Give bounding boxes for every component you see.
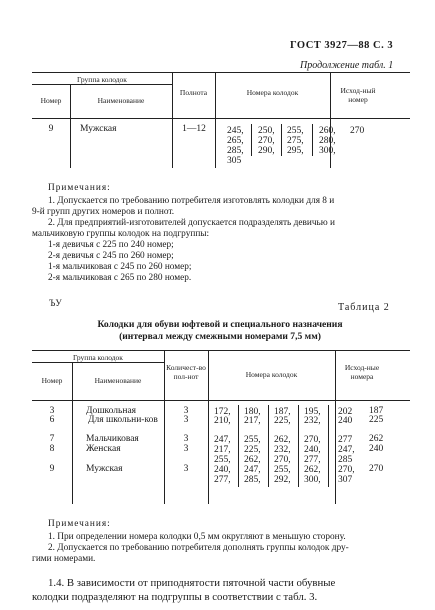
size-value: 290,	[258, 146, 275, 156]
size-value: 250,	[258, 126, 275, 136]
size-value: 240,	[214, 465, 231, 475]
table-2-col-divider	[335, 350, 336, 504]
size-value: 277	[338, 435, 353, 445]
table-2-cell-base: 262	[369, 434, 384, 444]
notes-1-line: 2. Для предприятий-изготовителей допускается подразделять девичью и	[48, 218, 335, 228]
size-value: 240	[338, 416, 353, 426]
size-value: 285	[338, 455, 353, 465]
size-value: 225,	[244, 445, 261, 455]
notes-2-title: Примечания:	[48, 519, 111, 529]
size-value: 232,	[304, 416, 321, 426]
size-value: 217,	[244, 416, 261, 426]
table-1-top-rule	[32, 72, 410, 73]
size-value: 187,	[274, 407, 291, 417]
table-2-header-rule	[32, 400, 410, 401]
size-value: 247,	[244, 465, 261, 475]
table-2-cell-name: Для школьни-ков	[88, 415, 158, 425]
size-value: 270,	[304, 435, 321, 445]
size-bracket	[281, 124, 282, 156]
size-value: 277,	[214, 475, 231, 485]
notes-2-line: гими номерами.	[32, 554, 96, 564]
page-header: ГОСТ 3927—88 С. 3	[290, 40, 394, 51]
size-value: 285,	[244, 475, 261, 485]
size-value: 295,	[287, 146, 304, 156]
table-1-header-number: Номер	[40, 96, 62, 105]
table-2-cell-name: Мужская	[86, 464, 123, 474]
notes-1-title: Примечания:	[48, 183, 111, 193]
table-2-cell-count: 3	[183, 415, 189, 425]
table-2-header-sizes: Номера колодок	[245, 370, 298, 379]
size-bracket	[298, 405, 299, 487]
size-value: 270,	[258, 136, 275, 146]
table-2-caption-sub: (интервал между смежными номерами 7,5 мм)	[119, 331, 321, 342]
table-2-header-number: Номер	[41, 376, 63, 385]
table-2-cell-base: 187	[369, 406, 384, 416]
table-2-header-name: Наименование	[94, 376, 142, 385]
size-value: 260,	[319, 126, 336, 136]
table-2-cell-count: 3	[183, 434, 189, 444]
notes-1-line: 1-я девичья с 225 по 240 номер;	[48, 240, 174, 250]
table-2-top-rule	[32, 350, 410, 351]
size-value: 262,	[244, 455, 261, 465]
table-1-cell-fullness: 1—12	[182, 124, 206, 134]
table-2-cell-number: 8	[49, 444, 55, 454]
table-2-cell-number: 6	[49, 415, 55, 425]
size-value: 217,	[214, 445, 231, 455]
table-1-cell-name: Мужская	[80, 124, 117, 134]
table-1-header-sizes: Номера колодок	[246, 88, 299, 97]
size-value: 262,	[304, 465, 321, 475]
table-2-caption: Колодки для обуви юфтевой и специального назначения	[97, 319, 343, 330]
size-value: 247,	[338, 445, 355, 455]
table-2-cell-name: Дошкольная	[86, 406, 137, 416]
size-value: 247,	[214, 435, 231, 445]
table-1-col-divider	[215, 72, 216, 168]
table-2-label: Таблица 2	[338, 302, 390, 313]
table-1-header-group: Группа колодок	[77, 75, 127, 84]
size-value: 307	[338, 475, 353, 485]
table-1-header-base: Исход-ный номер	[340, 86, 376, 104]
paragraph-line: колодки подразделяют на подгруппы в соответствии с табл. 3.	[32, 591, 318, 603]
size-value: 225,	[274, 416, 291, 426]
size-value: 255,	[214, 455, 231, 465]
size-value: 232,	[274, 445, 291, 455]
table-1-header-rule	[32, 118, 410, 119]
size-value: 240,	[304, 445, 321, 455]
size-value: 300,	[304, 475, 321, 485]
table-2-cell-number: 3	[49, 406, 55, 416]
size-value: 300,	[319, 146, 336, 156]
size-bracket	[312, 124, 313, 156]
size-value: 210,	[214, 416, 231, 426]
size-value: 305	[227, 156, 242, 166]
table-2-header-base: Исход-ные номера	[344, 363, 380, 381]
size-bracket	[328, 405, 329, 487]
size-value: 255,	[287, 126, 304, 136]
table-1-header-fullness: Полнота	[179, 88, 208, 97]
notes-2-line: 2. Допускается по требованию потребителя дополнять группы колодок дру-	[48, 543, 349, 553]
size-value: 255,	[274, 465, 291, 475]
size-value: 270,	[274, 455, 291, 465]
table-1-cell-number: 9	[48, 124, 54, 134]
table-2-cell-name: Мальчиковая	[86, 434, 139, 444]
size-value: 275,	[287, 136, 304, 146]
size-value: 292,	[274, 475, 291, 485]
notes-1-line: 1. Допускается по требованию потребителя изготовлять колодки для 8 и	[48, 196, 335, 206]
table-2-cell-count: 3	[183, 464, 189, 474]
table-1-cell-base: 270	[350, 126, 365, 136]
size-value: 285,	[227, 146, 244, 156]
table-2-header-count: Количест-во пол-нот	[166, 363, 206, 381]
table-1-col-divider	[172, 72, 173, 168]
size-bracket	[268, 405, 269, 487]
notes-1-line: 1-я мальчиковая с 245 по 260 номер;	[48, 262, 192, 272]
size-value: 245,	[227, 126, 244, 136]
table-2-cell-number: 9	[49, 464, 55, 474]
table-2-col-divider	[164, 350, 165, 504]
notes-1-line: мальчиковую группы колодок на подгруппы:	[32, 229, 210, 239]
size-value: 195,	[304, 407, 321, 417]
size-value: 262,	[274, 435, 291, 445]
notes-1-line: 9-й групп других номеров и полнот.	[32, 207, 175, 217]
table-2-cell-number: 7	[49, 434, 55, 444]
table-1-group-rule	[32, 84, 172, 85]
notes-1-line: 2-я мальчиковая с 265 по 280 номер.	[48, 273, 192, 283]
table-2-cell-base: 240	[369, 444, 384, 454]
size-bracket	[238, 405, 239, 487]
size-bracket	[251, 124, 252, 156]
table-2-cell-count: 3	[183, 444, 189, 454]
size-value: 265,	[227, 136, 244, 146]
size-value: 270,	[338, 465, 355, 475]
size-value: 277,	[304, 455, 321, 465]
table-2-cell-base: 270	[369, 464, 384, 474]
table-2-cell-base: 225	[369, 415, 384, 425]
table-1-header-name: Наименование	[97, 96, 145, 105]
size-value: 172,	[214, 407, 231, 417]
size-value: 255,	[244, 435, 261, 445]
table-2-cell-count: 3	[183, 406, 189, 416]
size-value: 280,	[319, 136, 336, 146]
notes-1-line: 2-я девичья с 245 по 260 номер;	[48, 251, 174, 261]
size-value: 202	[338, 407, 353, 417]
notes-2-line: 1. При определении номера колодки 0,5 мм округляют в меньшую сторону.	[48, 532, 346, 542]
table-2-cell-name: Женская	[86, 444, 121, 454]
margin-mark: ЪУ	[49, 298, 62, 308]
paragraph-line: 1.4. В зависимости от приподнятости пяточной части обувные	[48, 577, 336, 589]
table-2-group-rule	[32, 362, 164, 363]
table-2-header-group: Группа колодок	[73, 353, 123, 362]
size-value: 180,	[244, 407, 261, 417]
table-continuation-label: Продолжение табл. 1	[300, 60, 394, 71]
